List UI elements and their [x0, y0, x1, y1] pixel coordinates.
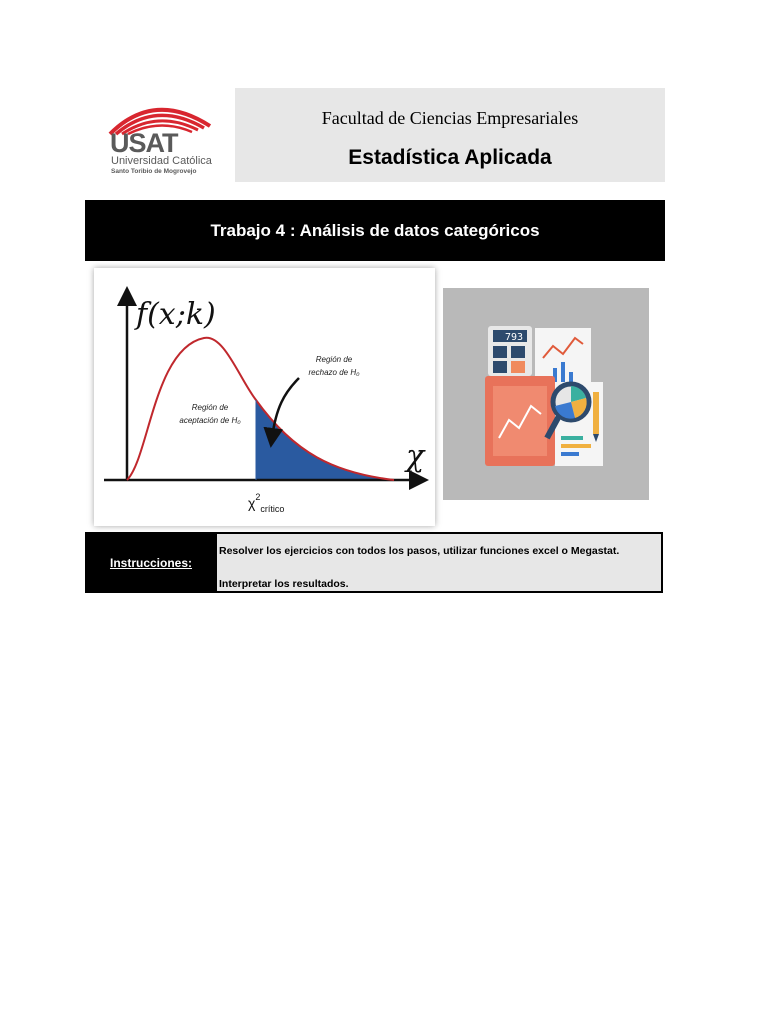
instructions-panel [85, 532, 665, 593]
assignment-banner [85, 200, 665, 261]
instructions-line-1: Resolver los ejercicios con todos los pasos, utilizar funciones excel o Megastat. [219, 545, 620, 557]
statistics-illustration [443, 288, 649, 500]
accept-region-label-2: aceptación de H₀ [179, 416, 241, 425]
reject-region-label-1: Región de [315, 355, 353, 364]
critical-superscript: 2 [255, 492, 261, 502]
logo-usat-text: USAT [110, 128, 178, 158]
accept-region-label-1: Región de [191, 403, 229, 412]
critical-subscript: crítico [260, 504, 285, 514]
logo-university-text: Universidad Católica [111, 155, 212, 167]
usat-logo [90, 88, 235, 182]
faculty-name: Facultad de Ciencias Empresariales [321, 108, 579, 128]
instructions-text-box [217, 532, 663, 593]
instructions-line-2: Interpretar los resultados. [219, 578, 349, 590]
critical-value-label [248, 492, 284, 514]
reject-region-label-2: rechazo de H₀ [308, 368, 360, 377]
chi-square-figure [94, 268, 435, 526]
calculator-display: 793 [504, 332, 523, 343]
pencil-icon [593, 392, 599, 434]
logo-campus-text: Santo Toribio de Mogrovejo [111, 168, 197, 175]
header-title-box [235, 88, 665, 182]
critical-symbol: χ [248, 495, 256, 511]
statistics-clipart [443, 288, 649, 500]
instructions-label: Instrucciones: [85, 532, 217, 593]
course-title: Estadística Aplicada [348, 146, 552, 169]
chi-square-diagram [94, 268, 435, 526]
x-axis-label: χ [406, 439, 425, 474]
y-axis-label: f(x;k) [136, 297, 216, 332]
assignment-title: Trabajo 4 : Análisis de datos categóricos [210, 220, 540, 240]
